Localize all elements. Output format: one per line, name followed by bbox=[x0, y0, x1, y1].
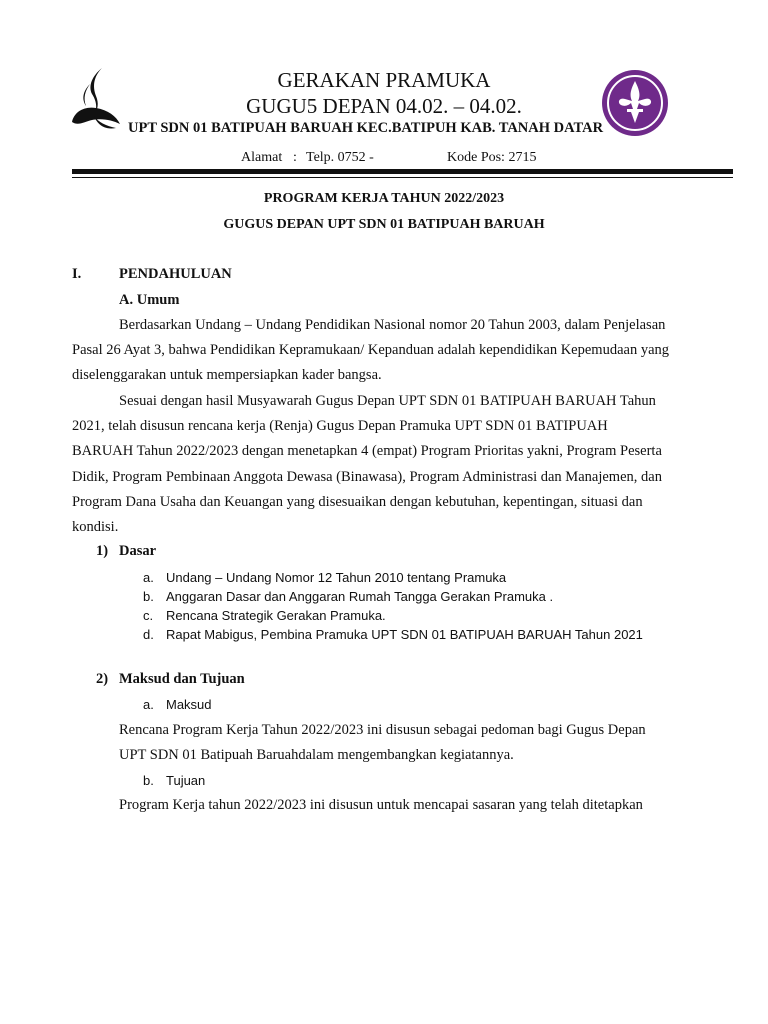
paragraph-line: Rencana Program Kerja Tahun 2022/2023 ini disusun sebagai pedoman bagi Gugus Depan bbox=[119, 722, 646, 738]
header-rule-thin bbox=[72, 177, 733, 178]
maksud-label: Maksud bbox=[166, 697, 212, 712]
maksud-tujuan-heading: Maksud dan Tujuan bbox=[119, 671, 245, 687]
alamat-separator: : bbox=[293, 150, 297, 165]
paragraph-line: Sesuai dengan hasil Musyawarah Gugus Depan UPT SDN 01 BATIPUAH BARUAH Tahun bbox=[119, 393, 656, 409]
tujuan-paragraph: Program Kerja tahun 2022/2023 ini disusun untuk mencapai sasaran yang telah ditetapkan bbox=[119, 797, 643, 813]
dasar-item-marker: d. bbox=[143, 627, 154, 642]
tujuan-label: Tujuan bbox=[166, 773, 206, 788]
paragraph-line: Didik, Program Pembinaan Anggota Dewasa (Binawasa), Program Administrasi dan Manajemen, dan bbox=[72, 468, 662, 485]
paragraph-line: diselenggarakan untuk mempersiapkan kader bangsa. bbox=[72, 367, 382, 384]
dasar-item: Undang – Undang Nomor 12 Tahun 2010 tentang Pramuka bbox=[166, 570, 507, 585]
maksud-paragraph bbox=[119, 718, 713, 768]
dasar-heading: Dasar bbox=[119, 543, 157, 559]
gugus-title: GUGU5 DEPAN 04.02. – 04.02. bbox=[246, 94, 522, 118]
dasar-item: Rapat Mabigus, Pembina Pramuka UPT SDN 01 BATIPUAH BARUAH Tahun 2021 bbox=[166, 627, 643, 642]
paragraph-umum-1 bbox=[72, 313, 713, 389]
dasar-item: Rencana Strategik Gerakan Pramuka. bbox=[166, 608, 386, 623]
paragraph-umum-2 bbox=[72, 389, 713, 540]
dasar-item-marker: b. bbox=[143, 589, 154, 604]
dasar-item-marker: c. bbox=[143, 608, 154, 623]
telp-text: Telp. 0752 - bbox=[306, 150, 374, 165]
paragraph-line: BARUAH Tahun 2022/2023 dengan menetapkan 4 (empat) Program Prioritas yakni, Program Peserta bbox=[72, 443, 662, 460]
paragraph-line: Berdasarkan Undang – Undang Pendidikan Nasional nomor 20 Tahun 2003, dalam Penjelasan bbox=[119, 317, 666, 333]
document-subtitle: GUGUS DEPAN UPT SDN 01 BATIPUAH BARUAH bbox=[223, 217, 545, 232]
section-number: I. bbox=[72, 266, 82, 282]
dasar-number: 1) bbox=[96, 543, 109, 559]
maksud-marker: a. bbox=[143, 697, 154, 712]
paragraph-line: Program Dana Usaha dan Keuangan yang disesuaikan dengan kebutuhan, kepentingan, situasi dan bbox=[72, 493, 643, 510]
paragraph-line: 2021, telah disusun rencana kerja (Renja) Gugus Depan Pramuka UPT SDN 01 BATIPUAH bbox=[72, 418, 608, 435]
paragraph-line: UPT SDN 01 Batipuah Baruahdalam mengembangkan kegiatannya. bbox=[119, 747, 514, 764]
school-line: UPT SDN 01 BATIPUAH BARUAH KEC.BATIPUH KAB. TANAH DATAR bbox=[128, 120, 604, 136]
paragraph-line: Pasal 26 Ayat 3, bahwa Pendidikan Kepramukaan/ Kepanduan adalah kependidikan Kepemudaan yang bbox=[72, 342, 670, 359]
alamat-label: Alamat bbox=[241, 150, 283, 165]
document-title: PROGRAM KERJA TAHUN 2022/2023 bbox=[263, 191, 505, 206]
dasar-item: Anggaran Dasar dan Anggaran Rumah Tangga Gerakan Pramuka . bbox=[166, 589, 554, 604]
paragraph-line: kondisi. bbox=[72, 519, 119, 536]
header-rule-thick bbox=[72, 169, 733, 174]
subsection-umum: A. Umum bbox=[119, 292, 180, 308]
kode-pos-text: Kode Pos: 2715 bbox=[447, 150, 537, 165]
dasar-item-marker: a. bbox=[143, 570, 154, 585]
tujuan-marker: b. bbox=[143, 773, 154, 788]
section-heading: PENDAHULUAN bbox=[119, 266, 232, 282]
maksud-tujuan-number: 2) bbox=[96, 671, 109, 687]
org-title: GERAKAN PRAMUKA bbox=[277, 68, 491, 92]
